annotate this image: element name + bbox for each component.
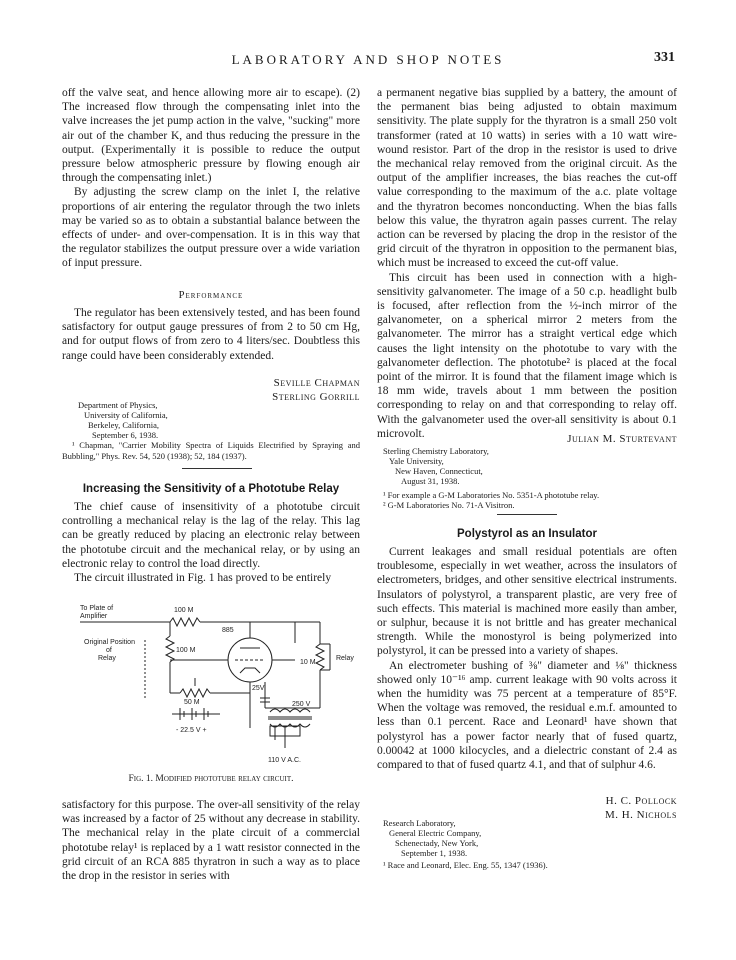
affiliation-sturtevant: Sterling Chemistry Laboratory, Yale University, New Haven, Connecticut, August 31, 1938.: [383, 446, 489, 486]
footnotes-phototube: ¹ For example a G-M Laboratories No. 5351-A phototube relay. ² G-M Laboratories No. 71-A Visitron.: [383, 490, 600, 510]
phototube-continued: [62, 798, 360, 883]
paragraph: a permanent negative bias supplied by a battery, the amount of the permanent bias being adjusted to obtain maximum sensitivity. The plate supply for the thyratron is a small 250 volt transformer (rated at 10 watts) in series with a 10 watt wire-wound resistor. Part of the drop in the resistor is used to drive the mechanical relay removed from the original circuit. As the output of the amplifier increases, the bias reaches the cut-off value corresponding to the maximum of the a.c. plate voltage and the thyratron becomes nonconducting. When the bias falls below this value, the thyratron again passes current. The relay action can be reversed by placing the drop in the resistor of the grid circuit of the thyratron in opposition to the permanent bias, which must be increased to exceed the cut-off value.: [377, 87, 677, 270]
affiliation-ge: Research Laboratory, General Electric Company, Schenectady, New York, September 1, 1938.: [383, 818, 482, 858]
paragraph: The circuit illustrated in Fig. 1 has proved to be entirely: [74, 572, 332, 585]
label-amplifier: Amplifier: [80, 613, 108, 620]
label-250v: 250 V: [292, 701, 311, 708]
paragraph: This circuit has been used in connection with a high-sensitivity galvanometer. The image of a 50 c.p. headlight bulb is focused, after reflection from the ½-inch mirror of the galvanometer, on a spherical mirror 2 meters from the galvanometer. The mirror has a straight vertical edge which causes the light intensity on the phototube to vary with the galvanometer deflection. The phototube² is placed at the focal point of the mirror. It is found that the filament image which is 18 mm wide, travels about 1 mm between the position corresponding to relay on and that corresponding to relay off. With the galvanometer used the over-all sensitivity is about 0.1 microvolt.: [377, 271, 677, 440]
label-to-plate: To Plate of: [80, 605, 114, 612]
page-number: 331: [654, 50, 675, 65]
label-885: 885: [222, 627, 234, 634]
label-of: of: [106, 647, 112, 654]
label-relay-orig: Relay: [98, 655, 116, 662]
author-name: H. C. Pollock: [605, 795, 677, 807]
author-name: Seville Chapman: [273, 377, 360, 389]
paragraph: off the valve seat, and hence allowing more air to escape). (2) The increased flow through the compensating inlet into the valve increases the jet pump action in the valve, "sucking" more air out of the chamber K, and thus reducing the pressure in the output. (Experimentally it is possible to reduce the output pressure below atmospheric pressure by flowing enough air through the compensating inlet.): [62, 87, 360, 185]
polystyrol-text: [377, 545, 677, 772]
footnote-race-leonard: ¹ Race and Leonard, Elec. Eng. 55, 1347 (1936).: [383, 860, 548, 870]
paragraph: The regulator has been extensively tested, and has been found satisfactory for output gauge pressures of from 2 to 50 cm Hg, and for output flows of from zero to 4 liters/sec. Doubtless this range could have been considerably extended.: [62, 307, 360, 362]
label-25v: 25V: [252, 685, 265, 692]
article-title-polystyrol: Polystyrol as an Insulator: [457, 528, 597, 540]
left-continuation: [62, 86, 360, 271]
footnote-chapman: ¹ Chapman, "Carrier Mobility Spectra of Liquids Electrified by Spraying and Bubbling," Phys. Rev. 54, 520 (1938); 52, 184 (1937).: [62, 440, 360, 461]
article-title-phototube: Increasing the Sensitivity of a Phototube Relay: [82, 483, 340, 495]
figure-caption: Fig. 1. Modified phototube relay circuit.: [128, 774, 294, 784]
label-original-position: Original Position: [84, 639, 135, 646]
running-head: LABORATORY AND SHOP NOTES: [231, 52, 505, 67]
paragraph: Current leakages and small residual potentials are often troublesome, especially in wet weather, across the insulators of electrometers, bridges, and other sensitive electrical instruments. Insulators of polystyrol, a transparent plastic, are very free of such effects. This material is machined more easily than amber, or sulphur, because it is not brittle and has greater mechanical strength. While the monostyrol is being polymerized into polystyrol, it can be pressed into a variety of shapes.: [377, 546, 677, 658]
divider: [497, 514, 557, 515]
label-10m: 10 M: [300, 659, 316, 666]
paragraph: An electrometer bushing of ⅜" diameter and ⅛" thickness showed only 10⁻¹⁶ amp. current leakage with 90 volts across it when the humidity was 75 percent at a temperature of 85°F. When the voltage was removed, the residual e.m.f. amounted to less than 0.1 percent. Race and Leonard¹ have shown that polystyrol has a power factor nearly that of fused quartz, 0.00042 at 1000 kilocycles, and a dielectric constant of 2.4 as compared to that of fused quartz 4.1, and that of sulphur 4.6.: [377, 659, 677, 772]
phototube-intro: [62, 500, 360, 585]
affiliation-1: Department of Physics, University of California, Berkeley, California, September 6, 1938.: [78, 400, 168, 440]
paragraph: By adjusting the screw clamp on the inlet I, the relative proportions of air entering the regulator through the two inlets may be varied so as to obtain a substantial balance between the effects of under- and over-compensation. It is in this way that the regulator stabilizes the output pressure over a wide variation of input pressure.: [62, 186, 360, 270]
label-relay: Relay: [336, 655, 354, 662]
section-heading-performance: Performance: [178, 290, 244, 301]
right-continuation: [377, 86, 677, 441]
circuit-diagram: [80, 598, 360, 770]
author-name: M. H. Nichols: [604, 809, 677, 821]
paragraph: The chief cause of insensitivity of a phototube circuit controlling a mechanical relay is the lag of the relay. This lag can be greatly reduced by placing an electronic relay between the phototube circuit and the mechanical relay, or by using an electronic relay to control the load directly.: [62, 501, 360, 570]
label-110vac: 110 V A.C.: [268, 757, 301, 764]
label-50m: 50 M: [184, 699, 200, 706]
paragraph: satisfactory for this purpose. The over-all sensitivity of the relay was increased by a factor of 25 without any decrease in stability. The mechanical relay in the plate circuit of a commercial phototube relay¹ is replaced by a 1 watt resistor connected in the grid circuit of an RCA 885 thyratron in such a way as to place the drop in the resistor in series with: [62, 799, 360, 883]
performance-text: [62, 306, 360, 363]
author-name: Sterling Gorrill: [272, 391, 360, 403]
divider: [182, 468, 252, 469]
label-100m-top: 100 M: [174, 607, 194, 614]
label-100m-mid: 100 M: [176, 647, 196, 654]
label-22-5v: - 22.5 V +: [176, 727, 207, 734]
author-sturtevant: Julian M. Sturtevant: [567, 433, 677, 445]
